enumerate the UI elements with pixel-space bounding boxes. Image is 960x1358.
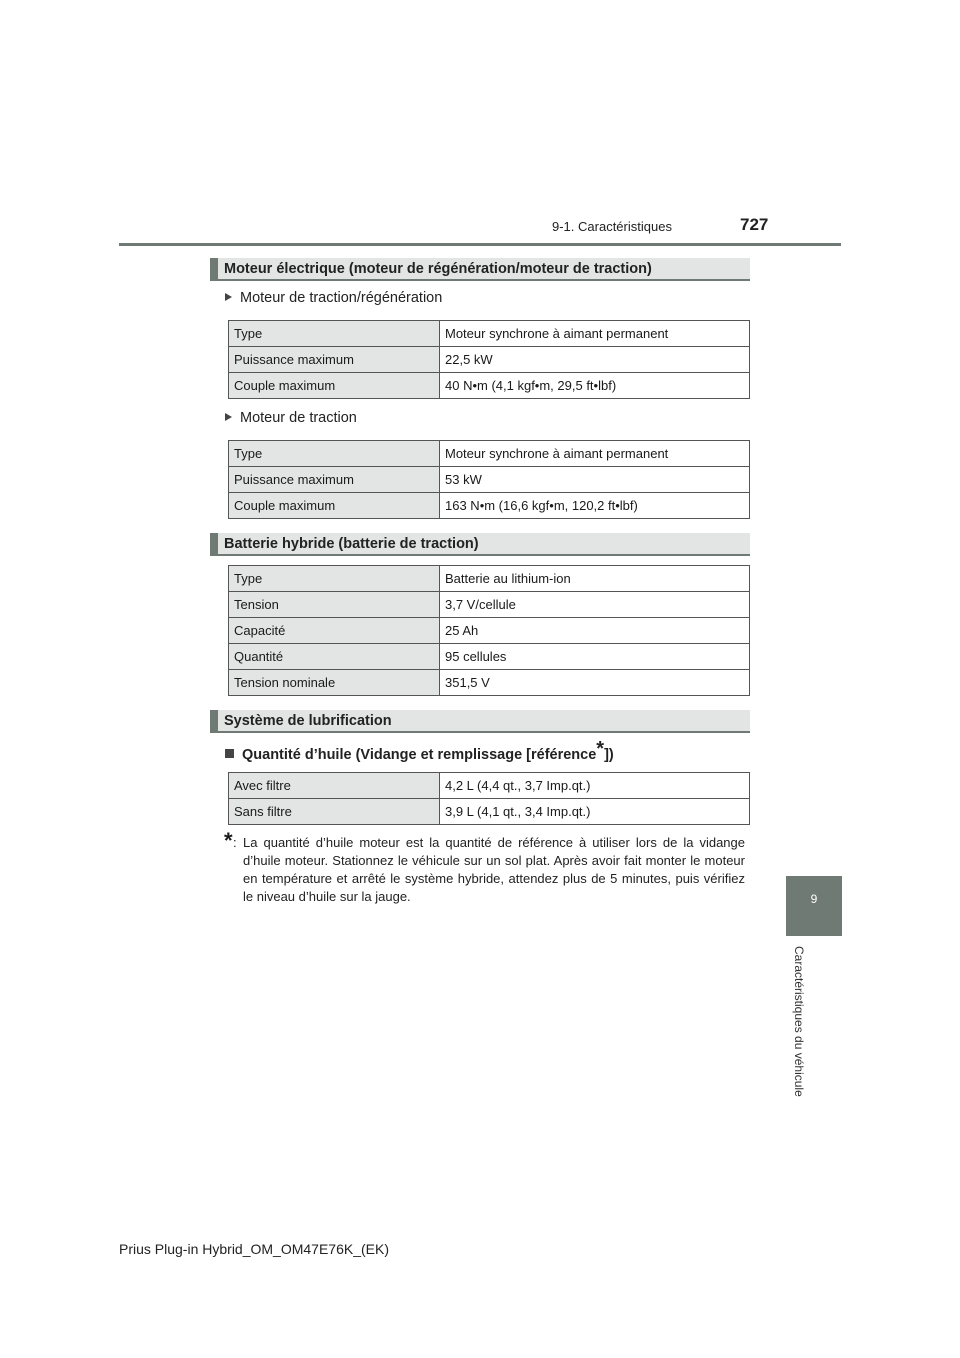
table-key: Sans filtre xyxy=(229,799,440,825)
footnote-colon: : xyxy=(233,835,237,850)
table-row xyxy=(229,441,750,467)
footnote-asterisk: * xyxy=(224,828,233,853)
sub-heading-oil-quantity xyxy=(225,738,614,765)
spec-table-hybrid-battery xyxy=(228,565,750,696)
table-row xyxy=(229,347,750,373)
table-row xyxy=(229,373,750,399)
sub-heading-text: Moteur de traction xyxy=(240,410,357,426)
sub-heading-text: Quantité d’huile (Vidange et remplissage [référence xyxy=(242,747,597,763)
table-value: 4,2 L (4,4 qt., 3,7 Imp.qt.) xyxy=(440,773,750,799)
table-key: Tension xyxy=(229,592,440,618)
chapter-tab-number: 9 xyxy=(810,892,818,906)
table-key: Type xyxy=(229,441,440,467)
square-bullet-icon xyxy=(225,749,234,758)
sub-heading-text-end: ]) xyxy=(604,747,614,763)
table-row xyxy=(229,618,750,644)
table-key: Tension nominale xyxy=(229,670,440,696)
table-row xyxy=(229,670,750,696)
section-heading-text: Système de lubrification xyxy=(224,713,392,729)
section-heading-hybrid-battery xyxy=(210,533,750,556)
table-value: 3,7 V/cellule xyxy=(440,592,750,618)
table-value: 22,5 kW xyxy=(440,347,750,373)
table-key: Couple maximum xyxy=(229,373,440,399)
chapter-tab xyxy=(786,876,842,936)
table-value: 95 cellules xyxy=(440,644,750,670)
table-row xyxy=(229,644,750,670)
triangle-bullet-icon xyxy=(225,413,232,421)
sub-heading-traction xyxy=(225,410,357,426)
document-footer: Prius Plug-in Hybrid_OM_OM47E76K_(EK) xyxy=(119,1241,389,1257)
spec-table-traction-motor xyxy=(228,440,750,519)
table-row xyxy=(229,773,750,799)
table-value: 163 N•m (16,6 kgf•m, 120,2 ft•lbf) xyxy=(440,493,750,519)
table-key: Couple maximum xyxy=(229,493,440,519)
section-heading-electric-motor xyxy=(210,258,750,281)
table-row xyxy=(229,799,750,825)
table-value: 53 kW xyxy=(440,467,750,493)
table-key: Quantité xyxy=(229,644,440,670)
chapter-tab-label: Caractéristiques du véhicule xyxy=(792,946,806,1097)
page-number: 727 xyxy=(740,215,769,234)
table-key: Puissance maximum xyxy=(229,467,440,493)
section-heading-lubrication xyxy=(210,710,750,733)
table-row xyxy=(229,493,750,519)
asterisk-marker: * xyxy=(596,738,605,760)
header-rule xyxy=(119,243,841,246)
table-key: Type xyxy=(229,321,440,347)
table-key: Capacité xyxy=(229,618,440,644)
table-value: 351,5 V xyxy=(440,670,750,696)
table-key: Type xyxy=(229,566,440,592)
running-header-section: 9-1. Caractéristiques xyxy=(552,219,672,234)
table-value: 40 N•m (4,1 kgf•m, 29,5 ft•lbf) xyxy=(440,373,750,399)
table-value: Batterie au lithium-ion xyxy=(440,566,750,592)
section-heading-text: Batterie hybride (batterie de traction) xyxy=(224,536,479,552)
spec-table-traction-regeneration-motor xyxy=(228,320,750,399)
table-value: Moteur synchrone à aimant permanent xyxy=(440,321,750,347)
table-row xyxy=(229,566,750,592)
table-key: Puissance maximum xyxy=(229,347,440,373)
sub-heading-text: Moteur de traction/régénération xyxy=(240,290,443,306)
spec-table-oil-quantity xyxy=(228,772,750,825)
table-row xyxy=(229,321,750,347)
sub-heading-traction-regeneration xyxy=(225,290,442,306)
section-heading-text: Moteur électrique (moteur de régénération/moteur de traction) xyxy=(224,261,652,277)
footnote-text: La quantité d’huile moteur est la quantité de référence à utiliser lors de la vidange d’huile moteur. Stationnez le véhicule sur un sol plat. Après avoir fait monter le moteur en température et arrêté le système hybride, attendez plus de 5 minutes, puis vérifiez le niveau d’huile sur la jauge. xyxy=(243,835,745,904)
table-value: 3,9 L (4,1 qt., 3,4 Imp.qt.) xyxy=(440,799,750,825)
table-value: 25 Ah xyxy=(440,618,750,644)
table-value: Moteur synchrone à aimant permanent xyxy=(440,441,750,467)
table-row xyxy=(229,592,750,618)
table-key: Avec filtre xyxy=(229,773,440,799)
table-row xyxy=(229,467,750,493)
triangle-bullet-icon xyxy=(225,293,232,301)
